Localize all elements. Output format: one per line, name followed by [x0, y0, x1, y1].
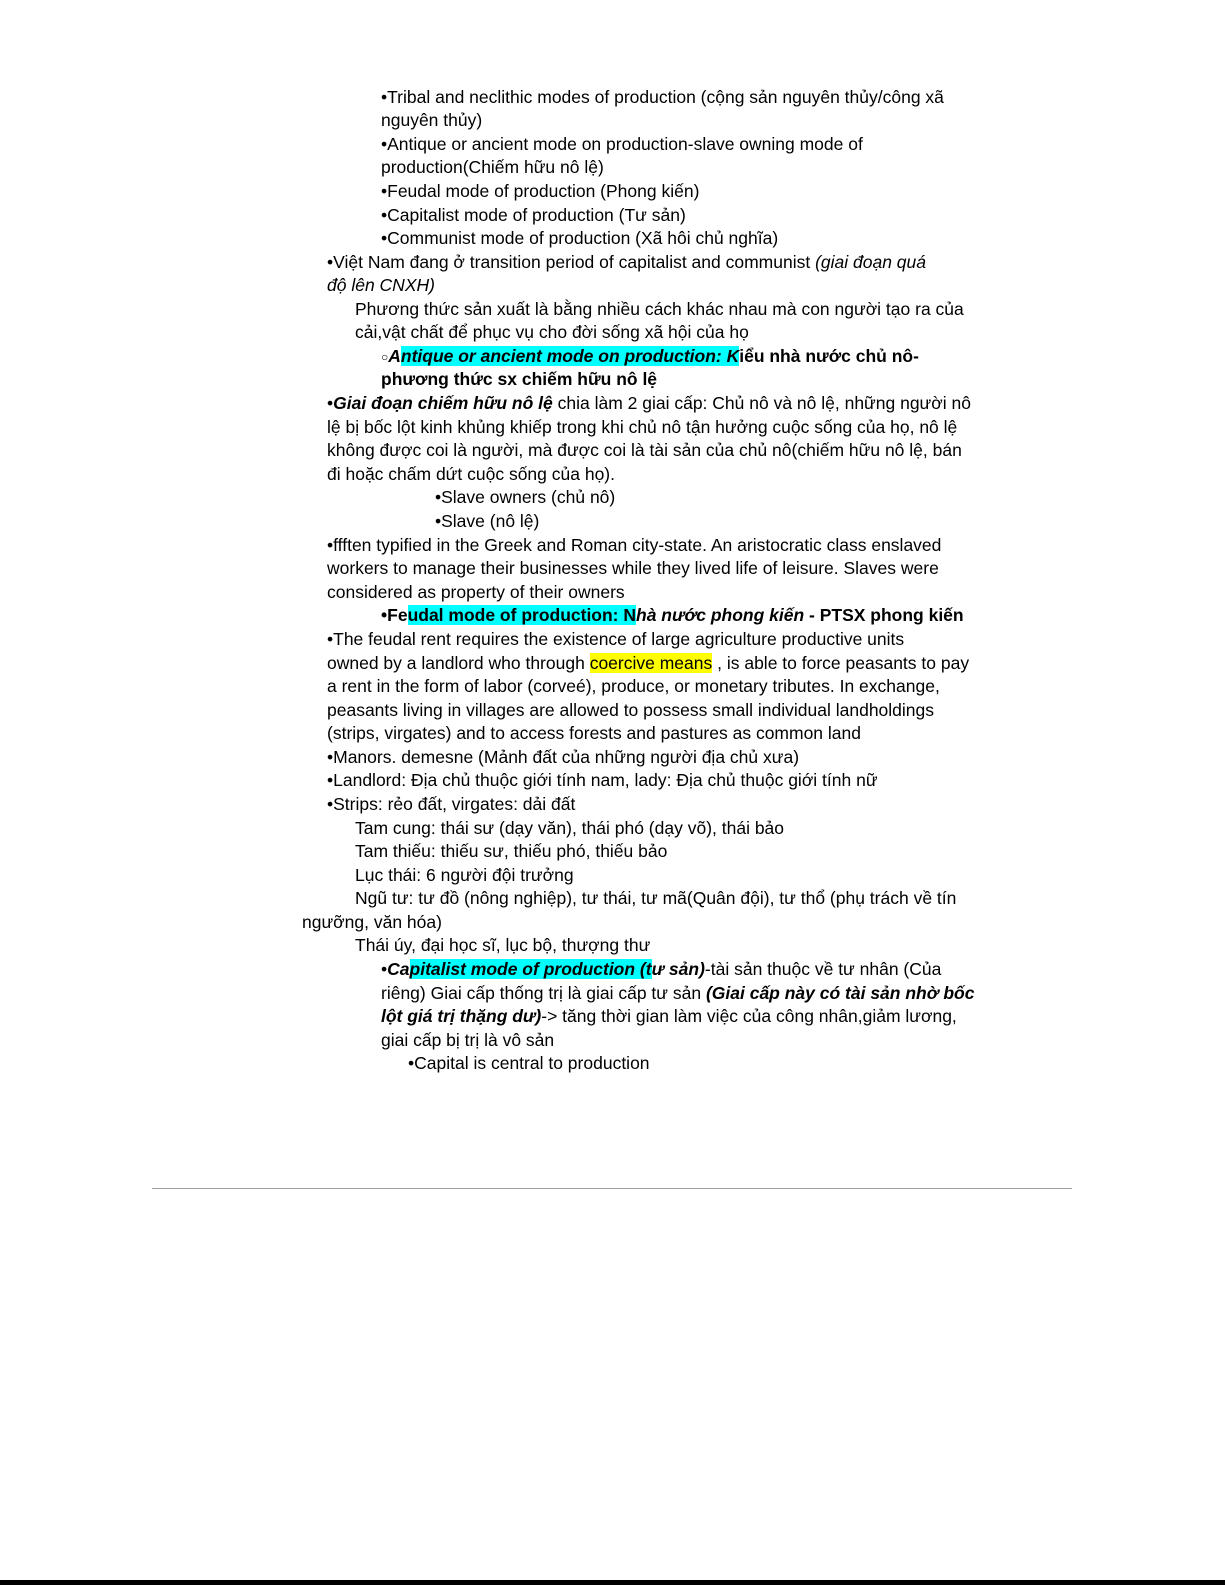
text-run: -> tăng thời gian làm việc của công nhân,giảm lương, — [541, 1006, 957, 1026]
heading-line: phương thức sx chiếm hữu nô lệ — [381, 369, 658, 389]
text-run: •Việt Nam đang ở transition period of capitalist and communist — [327, 252, 816, 272]
text-line: •Strips: rẻo đất, virgates: dải đất — [327, 794, 576, 814]
bold-italic-run: ư sản) — [651, 959, 705, 979]
text-line: considered as property of their owners — [327, 582, 625, 602]
text-line: •ffften typified in the Greek and Roman city-state. An aristocratic class enslaved — [327, 535, 942, 555]
text-line: lệ bị bốc lột kinh khủng khiếp trong khi chủ nô tận hưởng cuộc sống của họ, nô lệ — [327, 417, 958, 437]
text-line: •Slave owners (chủ nô) — [435, 487, 616, 507]
text-line: •Capital is central to production — [408, 1053, 650, 1073]
text-line: •Manors. demesne (Mảnh đất của những người địa chủ xưa) — [327, 747, 800, 767]
bold-italic-run: Ca — [387, 959, 410, 979]
text-line: •Capitalist mode of production (Tư sản) — [381, 205, 686, 225]
text-line: •Landlord: Địa chủ thuộc giới tính nam, lady: Địa chủ thuộc giới tính nữ — [327, 770, 878, 790]
text-line: peasants living in villages are allowed to possess small individual landholdings — [327, 700, 935, 720]
text-line: Ngũ tư: tư đồ (nông nghiệp), tư thái, tư mã(Quân đội), tư thổ (phụ trách về tín — [355, 888, 957, 908]
text-line: Phương thức sản xuất là bằng nhiều cách khác nhau mà con người tạo ra của — [355, 299, 964, 319]
text-line: •Antique or ancient mode on production-slave owning mode of — [381, 134, 863, 154]
text-line: a rent in the form of labor (corveé), produce, or monetary tributes. In exchange, — [327, 676, 940, 696]
text-run: owned by a landlord who through — [327, 653, 590, 673]
bold-run: - PTSX phong kiến — [804, 605, 964, 625]
text-line: •Feudal mode of production (Phong kiến) — [381, 181, 700, 201]
bold-italic-run: Giai đoạn chiếm hữu nô lệ — [333, 393, 553, 413]
text-line — [327, 251, 926, 274]
text-run: • — [327, 393, 334, 413]
text-line: Thái úy, đại học sĩ, lục bộ, thượng thư — [355, 935, 651, 955]
bold-italic-run: hà nước phong kiến — [636, 605, 805, 625]
bold-run: iểu nhà nước chủ nô- — [739, 346, 919, 366]
text-line: production(Chiếm hữu nô lệ) — [381, 157, 604, 177]
text-line — [327, 392, 971, 415]
italic-run: (giai đoạn quá — [815, 252, 926, 272]
page-divider — [152, 1188, 1072, 1189]
text-line: giai cấp bị trị là vô sản — [381, 1030, 555, 1050]
bold-italic-run: (Giai cấp này có tài sản nhờ bốc — [705, 983, 975, 1003]
highlighted-run: udal mode of production: N — [407, 605, 637, 625]
text-run: riêng) Giai cấp thống trị là giai cấp tư sản — [381, 983, 706, 1003]
text-line: cải,vật chất để phục vụ cho đời sống xã hội của họ — [355, 322, 749, 342]
text-run: • — [381, 959, 388, 979]
text-line — [381, 1005, 957, 1028]
text-line: ngưỡng, văn hóa) — [302, 912, 442, 932]
heading-line — [381, 604, 964, 627]
heading-line — [381, 345, 919, 368]
text-line: Tam thiếu: thiếu sư, thiếu phó, thiếu bảo — [355, 841, 668, 861]
heading-line — [381, 958, 941, 981]
text-run: chia làm 2 giai cấp: Chủ nô và nô lệ, những người nô — [552, 393, 971, 413]
text-line: độ lên CNXH) — [327, 275, 435, 295]
bottom-edge-bar — [0, 1580, 1225, 1585]
text-line: nguyên thủy) — [381, 110, 483, 130]
highlighted-run: coercive means — [589, 653, 713, 673]
text-line: Tam cung: thái sư (dạy văn), thái phó (dạy võ), thái bảo — [355, 818, 785, 838]
bullet-circle: ○ — [381, 349, 389, 364]
text-line — [327, 652, 969, 675]
text-line: workers to manage their businesses while they lived life of leisure. Slaves were — [327, 558, 939, 578]
text-line — [381, 982, 974, 1005]
text-line: •Slave (nô lệ) — [435, 511, 540, 531]
text-line: (strips, virgates) and to access forests and pastures as common land — [327, 723, 861, 743]
bold-italic-run: A — [388, 346, 401, 366]
text-line: đi hoặc chấm dứt cuộc sống của họ). — [327, 464, 615, 484]
text-line: •The feudal rent requires the existence of large agriculture productive units — [327, 629, 905, 649]
text-line: Lục thái: 6 người đội trưởng — [355, 865, 574, 885]
highlighted-run: pitalist mode of production (t — [409, 959, 652, 979]
bold-italic-run: lột giá trị thặng dư) — [381, 1006, 542, 1026]
text-line: •Tribal and neclithic modes of production (cộng sản nguyên thủy/công xã — [381, 87, 944, 107]
text-line: không được coi là người, mà được coi là tài sản của chủ nô(chiếm hữu nô lệ, bán — [327, 440, 962, 460]
text-run: , is able to force peasants to pay — [712, 653, 970, 673]
highlighted-run: ntique or ancient mode on production: K — [400, 346, 740, 366]
text-run: -tài sản thuộc về tư nhân (Của — [704, 959, 942, 979]
bold-run: •Fe — [381, 605, 408, 625]
text-line: •Communist mode of production (Xã hôi chủ nghĩa) — [381, 228, 779, 248]
